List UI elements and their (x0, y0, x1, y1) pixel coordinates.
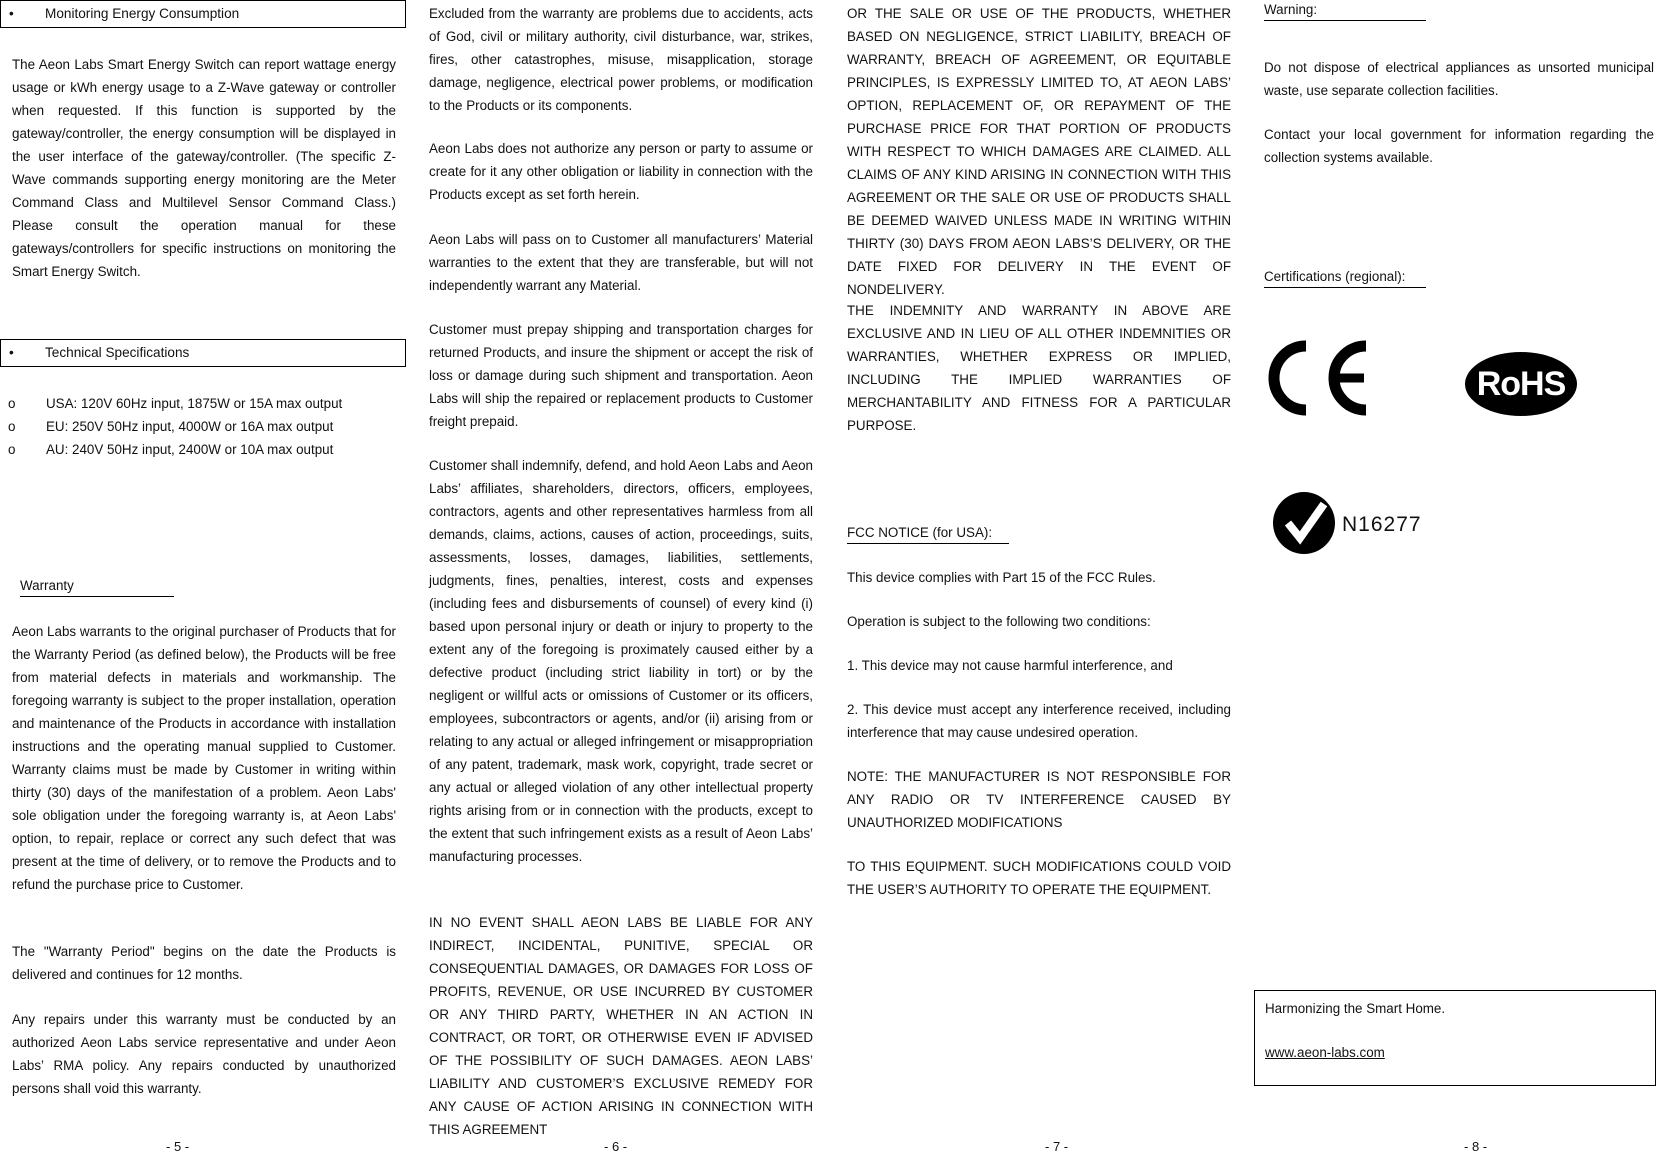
shipping-paragraph: Customer must prepay shipping and transportation charges for returned Products, and insure the shipment or accept the risk of loss or damage during such shipment and transportation. Aeon Labs will ship the repaired or replacement products to Customer freight prepaid. (429, 322, 813, 429)
specs-heading (0, 339, 406, 367)
fcc-heading-text: FCC NOTICE (for USA): (847, 525, 993, 540)
specs-heading-text: Technical Specifications (45, 345, 190, 360)
authorization-paragraph: Aeon Labs does not authorize any person or party to assume or create for it any other obligation or liability in connection with the Products except as set forth herein. (429, 141, 813, 202)
fcc-compliance: This device complies with Part 15 of the FCC Rules. (847, 570, 1156, 585)
rohs-label: RoHS (1476, 365, 1566, 403)
liability-paragraph: IN NO EVENT SHALL AEON LABS BE LIABLE FOR ANY INDIRECT, INCIDENTAL, PUNITIVE, SPECIAL OR CONSEQUENTIAL DAMAGES, OR DAMAGES FOR LOSS OF PROFITS, REVENUE, OR USE INCURRED BY CUSTOMER OR ANY THIRD PARTY, WHETHER IN AN ACTION IN CONTRACT, OR TORT, OR OTHERWISE EVEN IF ADVISED OF THE POSSIBILITY OF SUCH DAMAGES. AEON LABS’ LIABILITY AND CUSTOMER’S EXCLUSIVE REMEDY FOR ANY CAUSE OF ACTION ARISING IN CONNECTION WITH THIS AGREEMENT (429, 915, 813, 1137)
spec-text: EU: 250V 50Hz input, 4000W or 16A max output (46, 419, 334, 434)
fcc-modifications: TO THIS EQUIPMENT. SUCH MODIFICATIONS COULD VOID THE USER’S AUTHORITY TO OPERATE THE EQUIPMENT. (847, 859, 1231, 897)
fcc-condition-1: 1. This device may not cause harmful interference, and (847, 658, 1173, 673)
bullet: • (9, 345, 14, 360)
tagline: Harmonizing the Smart Home. (1265, 1001, 1446, 1016)
exclusions-paragraph: Excluded from the warranty are problems due to accidents, acts of God, civil or military authority, civil disturbance, war, strikes, fires, other catastrophes, misuse, misapplication, storage damage, negligence, electrical power problems, or modification to the Products or its components. (429, 6, 813, 113)
website-link[interactable]: www.aeon-labs.com (1265, 1045, 1385, 1060)
warning-heading-text: Warning: (1264, 2, 1318, 17)
spec-bullet: o (8, 396, 16, 411)
warning-disposal: Do not dispose of electrical appliances as unsorted municipal waste, use separate collection facilities. (1264, 60, 1654, 98)
fcc-condition-2: 2. This device must accept any interference received, including interference that may cause undesired operation. (847, 702, 1231, 740)
specs-list (8, 392, 398, 461)
footer-box (1254, 990, 1656, 1086)
warning-contact: Contact your local government for information regarding the collection systems available. (1264, 127, 1654, 165)
indemnify-paragraph: Customer shall indemnify, defend, and hold Aeon Labs and Aeon Labs’ affiliates, shareholders, directors, officers, employees, contractors, agents and other representatives harmless from all demands, claims, actions, causes of action, proceedings, suits, assessments, losses, damages, liabilities, settlements, judgments, fines, penalties, interest, costs and expenses (including fees and disbursements of counsel) of every kind (i) based upon personal injury or death or injury to property to the extent any of the foregoing is proximately caused either by a defective product (including strict liability in tort) or by the negligent or willful acts or omissions of Customer or its officers, employees, subcontractors or agents, and/or (ii) arising from or relating to any actual or alleged infringement or misappropriation of any patent, trademark, mask work, copyright, trade secret or any actual or alleged violation of any other intellectual property rights arising from or in connection with the products, except to the extent that such infringement exists as a result of Aeon Labs’ manufacturing processes. (429, 458, 813, 864)
page-number: - 8 - (1464, 1139, 1488, 1154)
bullet: • (9, 6, 14, 21)
fcc-conditions: Operation is subject to the following two conditions: (847, 614, 1151, 629)
indemnity-exclusive-paragraph: THE INDEMNITY AND WARRANTY IN ABOVE ARE EXCLUSIVE AND IN LIEU OF ALL OTHER INDEMNITIES OR WARRANTIES, WHETHER EXPRESS OR IMPLIED, INCLUDING THE IMPLIED WARRANTIES OF MERCHANTABILITY AND FITNESS FOR A PARTICULAR PURPOSE. (847, 303, 1231, 433)
rohs-logo (1465, 352, 1577, 416)
monitoring-heading (0, 0, 406, 28)
warranty-period-paragraph: The "Warranty Period" begins on the date the Products is delivered and continues for 12 months. (12, 944, 396, 982)
page-number: - 5 - (166, 1139, 190, 1154)
spec-item (8, 392, 398, 415)
page-number: - 7 - (1045, 1139, 1069, 1154)
spec-text: AU: 240V 50Hz input, 2400W or 10A max output (46, 442, 334, 457)
c-tick-icon (1272, 490, 1336, 556)
warranty-paragraph: Aeon Labs warrants to the original purchaser of Products that for the Warranty Period (as defined below), the Products will be free from material defects in materials and workmanship. The foregoing warranty is subject to the proper installation, operation and maintenance of the Products in accordance with installation instructions and the operating manual supplied to Customer. Warranty claims must be made by Customer in writing within thirty (30) days of the manifestation of a problem. Aeon Labs' sole obligation under the foregoing warranty is, at Aeon Labs' option, to repair, replace or correct any such defect that was present at the time of delivery, or to remove the Products and to refund the purchase price to Customer. (12, 624, 396, 892)
certifications-heading-text: Certifications (regional): (1264, 269, 1406, 284)
manufacturer-warranty-paragraph: Aeon Labs will pass on to Customer all manufacturers’ Material warranties to the extent that they are transferable, but will not independently warrant any Material. (429, 232, 813, 293)
spec-item (8, 438, 398, 461)
warning-heading (1264, 2, 1426, 21)
fcc-heading (847, 525, 1009, 544)
certifications-heading (1264, 269, 1426, 288)
warranty-heading-text: Warranty (20, 578, 74, 593)
liability-continued-paragraph: OR THE SALE OR USE OF THE PRODUCTS, WHETHER BASED ON NEGLIGENCE, STRICT LIABILITY, BREACH OF WARRANTY, BREACH OF AGREEMENT, OR EQUITABLE PRINCIPLES, IS EXPRESSLY LIMITED TO, AT AEON LABS’ OPTION, REPLACEMENT OF, OR REPAYMENT OF THE PURCHASE PRICE FOR THAT PORTION OF PRODUCTS WITH RESPECT TO WHICH DAMAGES ARE CLAIMED. ALL CLAIMS OF ANY KIND ARISING IN CONNECTION WITH THIS AGREEMENT OR THE SALE OR USE OF PRODUCTS SHALL BE DEEMED WAIVED UNLESS MADE IN WRITING WITHIN THIRTY (30) DAYS FROM AEON LABS’S DELIVERY, OR THE DATE FIXED FOR DELIVERY IN THE EVENT OF NONDELIVERY. (847, 6, 1231, 297)
spec-item (8, 415, 398, 438)
spec-bullet: o (8, 419, 16, 434)
ce-mark-icon (1268, 340, 1374, 416)
warranty-repairs-paragraph: Any repairs under this warranty must be conducted by an authorized Aeon Labs service representative and under Aeon Labs’ RMA policy. Any repairs conducted by unauthorized persons shall void this warranty. (12, 1012, 396, 1096)
monitoring-heading-text: Monitoring Energy Consumption (45, 6, 240, 21)
spec-bullet: o (8, 442, 16, 457)
monitoring-text: The Aeon Labs Smart Energy Switch can report wattage energy usage or kWh energy usage to a Z-Wave gateway or controller when requested. If this function is supported by the gateway/controller, the energy consumption will be displayed in the user interface of the gateway/controller. (The specific Z-Wave commands supporting energy monitoring are the Meter Command Class and Multilevel Sensor Command Class.) Please consult the operation manual for these gateways/controllers for specific instructions on monitoring the Smart Energy Switch. (12, 57, 396, 279)
page-number: - 6 - (604, 1139, 628, 1154)
fcc-note: NOTE: THE MANUFACTURER IS NOT RESPONSIBLE FOR ANY RADIO OR TV INTERFERENCE CAUSED BY UNAUTHORIZED MODIFICATIONS (847, 769, 1231, 830)
spec-text: USA: 120V 60Hz input, 1875W or 15A max output (46, 396, 343, 411)
warranty-heading (20, 578, 174, 597)
c-tick-number: N16277 (1342, 513, 1422, 536)
